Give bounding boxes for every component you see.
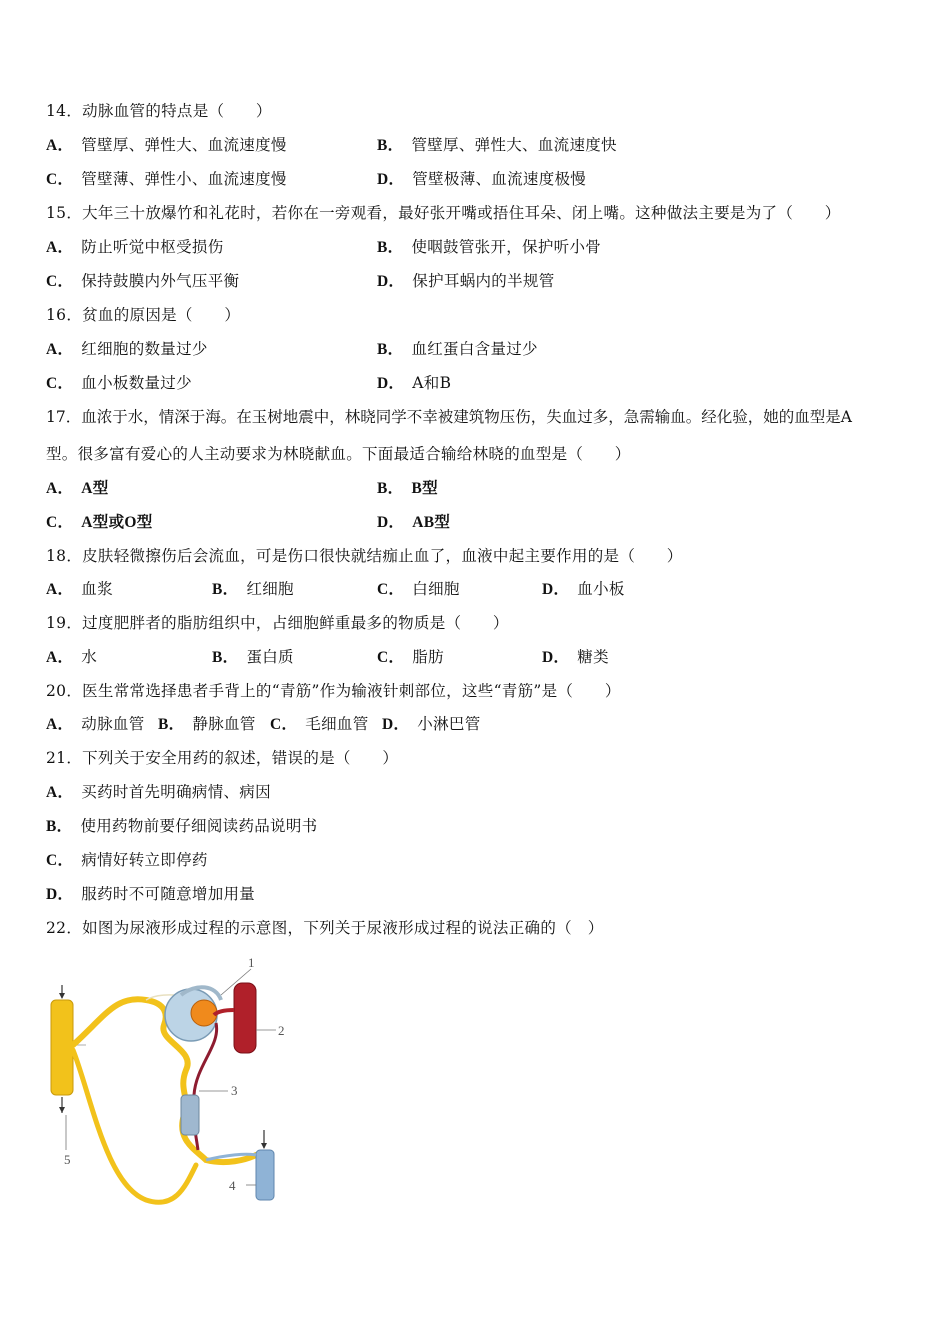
vein [256, 1150, 274, 1200]
loop-of-henle [73, 1050, 196, 1202]
option-b[interactable]: B． 使咽鼓管张开，保护听小骨 [377, 238, 602, 256]
afferent-arteriole [214, 1010, 234, 1015]
option-c[interactable]: C． 保持鼓膜内外气压平衡 [46, 272, 240, 290]
question-19-stem: 19．过度肥胖者的脂肪组织中，占细胞鲜重最多的物质是（ ） [46, 614, 509, 632]
collecting-duct [51, 1000, 73, 1095]
label-3: 3 [231, 1083, 238, 1098]
option-b[interactable]: B． 管壁厚、弹性大、血流速度快 [377, 136, 617, 154]
question-14-stem: 14．动脉血管的特点是（ ） [46, 102, 272, 120]
question-17-stem-line1: 17．血浓于水，情深于海。在玉树地震中，林晓同学不幸被建筑物压伤，失血过多，急需输血。经化验，她的血型是A [46, 408, 852, 426]
option-a[interactable]: A． 管壁厚、弹性大、血流速度慢 [46, 136, 287, 154]
option-d[interactable]: D． 糖类 [542, 648, 609, 666]
option-a[interactable]: A． 动脉血管 [46, 715, 145, 733]
question-21-option-c[interactable]: C． 病情好转立即停药 [46, 851, 208, 869]
tubule-segment [181, 1095, 199, 1135]
label-4: 4 [229, 1178, 236, 1193]
option-c[interactable]: C． 毛细血管 [270, 715, 369, 733]
option-d[interactable]: D． 管壁极薄、血流速度极慢 [377, 170, 587, 188]
question-18-stem: 18．皮肤轻微擦伤后会流血，可是伤口很快就结痂止血了，血液中起主要作用的是（ ） [46, 547, 683, 565]
option-a[interactable]: A． 水 [46, 648, 98, 666]
nephron-diagram [46, 955, 296, 1210]
option-c[interactable]: C． 脂肪 [377, 648, 444, 666]
option-a[interactable]: A． 防止听觉中枢受损伤 [46, 238, 224, 256]
glomerulus [191, 1000, 217, 1026]
blood-vessel [234, 983, 256, 1053]
option-a[interactable]: A． A型 [46, 480, 109, 497]
option-a[interactable]: A． 红细胞的数量过少 [46, 340, 208, 358]
option-c[interactable]: C． 白细胞 [377, 580, 460, 598]
option-b[interactable]: B． 血红蛋白含量过少 [377, 340, 538, 358]
question-22-stem: 22．如图为尿液形成过程的示意图，下列关于尿液形成过程的说法正确的（ ） [46, 919, 604, 937]
arrow-head-icon [59, 1107, 65, 1113]
label-2: 2 [278, 1023, 285, 1038]
arrow-head-icon [261, 1143, 267, 1149]
question-21-option-a[interactable]: A． 买药时首先明确病情、病因 [46, 783, 271, 801]
option-b[interactable]: B． 静脉血管 [158, 715, 256, 733]
question-21-stem: 21．下列关于安全用药的叙述，错误的是（ ） [46, 749, 399, 767]
option-c[interactable]: C． A型或O型 [46, 514, 153, 531]
question-15-stem: 15．大年三十放爆竹和礼花时，若你在一旁观看，最好张开嘴或捂住耳朵、闭上嘴。这种做法主要是为了（ ） [46, 204, 841, 222]
arrow-head-icon [59, 993, 65, 999]
option-d[interactable]: D． A和B [377, 374, 452, 392]
question-21-option-d[interactable]: D． 服药时不可随意增加用量 [46, 885, 256, 903]
option-d[interactable]: D． AB型 [377, 514, 451, 531]
option-b[interactable]: B． 红细胞 [212, 580, 294, 598]
option-c[interactable]: C． 管壁薄、弹性小、血流速度慢 [46, 170, 287, 188]
label-1: 1 [248, 955, 255, 970]
option-b[interactable]: B． B型 [377, 480, 438, 497]
option-d[interactable]: D． 血小板 [542, 580, 625, 598]
option-a[interactable]: A． 血浆 [46, 580, 113, 598]
option-b[interactable]: B． 蛋白质 [212, 648, 294, 666]
question-20-stem: 20．医生常常选择患者手背上的“青筋”作为输液针刺部位，这些“青筋”是（ ） [46, 682, 621, 700]
option-d[interactable]: D． 保护耳蜗内的半规管 [377, 272, 555, 290]
question-21-option-b[interactable]: B． 使用药物前要仔细阅读药品说明书 [46, 817, 318, 835]
question-17-stem-line2: 型。很多富有爱心的人主动要求为林晓献血。下面最适合输给林晓的血型是（ ） [46, 445, 631, 463]
question-16-stem: 16．贫血的原因是（ ） [46, 306, 241, 324]
label-5: 5 [64, 1152, 71, 1167]
option-c[interactable]: C． 血小板数量过少 [46, 374, 192, 392]
option-d[interactable]: D． 小淋巴管 [382, 715, 481, 733]
